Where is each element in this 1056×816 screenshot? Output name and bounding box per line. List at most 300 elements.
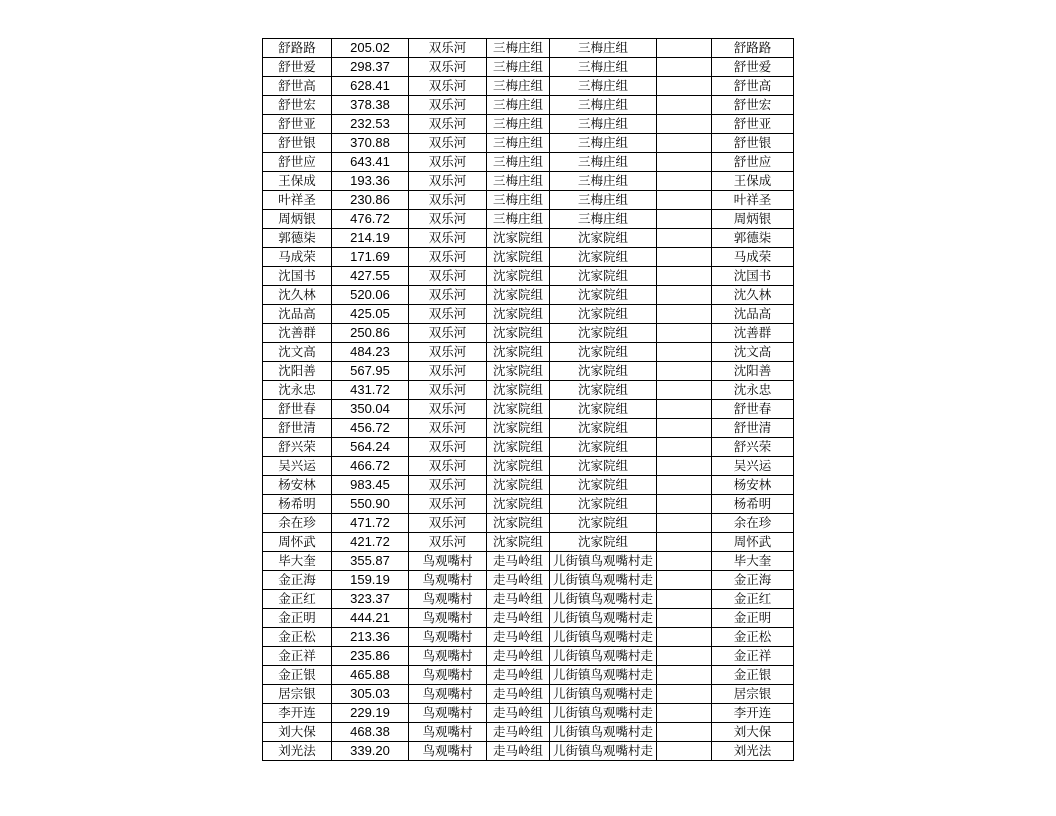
- name-repeat-cell: 余在珍: [712, 514, 794, 533]
- group-cell: 沈家院组: [487, 533, 550, 552]
- name-cell: 王保成: [263, 172, 332, 191]
- name-repeat-cell: 刘光法: [712, 742, 794, 761]
- name-repeat-cell: 沈善群: [712, 324, 794, 343]
- blank-cell: [657, 134, 712, 153]
- address-cell: 三梅庄组: [550, 191, 657, 210]
- address-cell: 儿街镇鸟观嘴村走: [550, 571, 657, 590]
- address-cell: 儿街镇鸟观嘴村走: [550, 647, 657, 666]
- address-cell: 沈家院组: [550, 381, 657, 400]
- amount-cell: 444.21: [332, 609, 409, 628]
- village-cell: 双乐河: [409, 457, 487, 476]
- name-cell: 沈永忠: [263, 381, 332, 400]
- name-repeat-cell: 金正明: [712, 609, 794, 628]
- name-cell: 沈文高: [263, 343, 332, 362]
- table-row: [263, 39, 794, 58]
- village-cell: 双乐河: [409, 39, 487, 58]
- address-cell: 沈家院组: [550, 400, 657, 419]
- blank-cell: [657, 704, 712, 723]
- address-cell: 儿街镇鸟观嘴村走: [550, 552, 657, 571]
- village-cell: 双乐河: [409, 533, 487, 552]
- name-repeat-cell: 舒兴荣: [712, 438, 794, 457]
- name-cell: 吴兴运: [263, 457, 332, 476]
- amount-cell: 235.86: [332, 647, 409, 666]
- name-cell: 刘光法: [263, 742, 332, 761]
- name-repeat-cell: 周炳银: [712, 210, 794, 229]
- group-cell: 走马岭组: [487, 647, 550, 666]
- address-cell: 儿街镇鸟观嘴村走: [550, 685, 657, 704]
- name-repeat-cell: 杨安林: [712, 476, 794, 495]
- address-cell: 儿街镇鸟观嘴村走: [550, 742, 657, 761]
- name-cell: 沈国书: [263, 267, 332, 286]
- name-repeat-cell: 舒世宏: [712, 96, 794, 115]
- blank-cell: [657, 267, 712, 286]
- village-cell: 鸟观嘴村: [409, 723, 487, 742]
- blank-cell: [657, 571, 712, 590]
- address-cell: 三梅庄组: [550, 172, 657, 191]
- group-cell: 沈家院组: [487, 362, 550, 381]
- blank-cell: [657, 552, 712, 571]
- name-repeat-cell: 吴兴运: [712, 457, 794, 476]
- amount-cell: 339.20: [332, 742, 409, 761]
- address-cell: 儿街镇鸟观嘴村走: [550, 628, 657, 647]
- village-cell: 鸟观嘴村: [409, 666, 487, 685]
- address-cell: 三梅庄组: [550, 153, 657, 172]
- group-cell: 走马岭组: [487, 704, 550, 723]
- amount-cell: 431.72: [332, 381, 409, 400]
- blank-cell: [657, 210, 712, 229]
- name-repeat-cell: 叶祥圣: [712, 191, 794, 210]
- group-cell: 走马岭组: [487, 685, 550, 704]
- group-cell: 走马岭组: [487, 609, 550, 628]
- group-cell: 走马岭组: [487, 571, 550, 590]
- table-row: [263, 457, 794, 476]
- blank-cell: [657, 457, 712, 476]
- name-repeat-cell: 刘大保: [712, 723, 794, 742]
- village-cell: 鸟观嘴村: [409, 704, 487, 723]
- blank-cell: [657, 77, 712, 96]
- village-cell: 双乐河: [409, 324, 487, 343]
- name-repeat-cell: 周怀武: [712, 533, 794, 552]
- name-repeat-cell: 金正松: [712, 628, 794, 647]
- table-row: [263, 77, 794, 96]
- village-cell: 鸟观嘴村: [409, 742, 487, 761]
- table-row: [263, 533, 794, 552]
- name-cell: 马成荣: [263, 248, 332, 267]
- table-row: [263, 172, 794, 191]
- table-row: [263, 704, 794, 723]
- name-repeat-cell: 舒世高: [712, 77, 794, 96]
- name-repeat-cell: 沈永忠: [712, 381, 794, 400]
- village-cell: 鸟观嘴村: [409, 609, 487, 628]
- address-cell: 儿街镇鸟观嘴村走: [550, 723, 657, 742]
- name-repeat-cell: 居宗银: [712, 685, 794, 704]
- village-cell: 双乐河: [409, 362, 487, 381]
- table-row: [263, 552, 794, 571]
- address-cell: 沈家院组: [550, 533, 657, 552]
- name-cell: 金正银: [263, 666, 332, 685]
- address-cell: 沈家院组: [550, 457, 657, 476]
- amount-cell: 370.88: [332, 134, 409, 153]
- table-row: [263, 723, 794, 742]
- village-cell: 双乐河: [409, 134, 487, 153]
- table-row: [263, 685, 794, 704]
- table-row: [263, 438, 794, 457]
- blank-cell: [657, 343, 712, 362]
- group-cell: 三梅庄组: [487, 153, 550, 172]
- name-repeat-cell: 舒世爱: [712, 58, 794, 77]
- group-cell: 沈家院组: [487, 248, 550, 267]
- blank-cell: [657, 115, 712, 134]
- amount-cell: 466.72: [332, 457, 409, 476]
- name-repeat-cell: 金正祥: [712, 647, 794, 666]
- blank-cell: [657, 609, 712, 628]
- amount-cell: 456.72: [332, 419, 409, 438]
- village-cell: 双乐河: [409, 77, 487, 96]
- table-row: [263, 628, 794, 647]
- table-row: [263, 476, 794, 495]
- village-cell: 鸟观嘴村: [409, 685, 487, 704]
- group-cell: 三梅庄组: [487, 210, 550, 229]
- blank-cell: [657, 286, 712, 305]
- address-cell: 儿街镇鸟观嘴村走: [550, 590, 657, 609]
- name-repeat-cell: 沈久林: [712, 286, 794, 305]
- table-row: [263, 514, 794, 533]
- amount-cell: 214.19: [332, 229, 409, 248]
- amount-cell: 323.37: [332, 590, 409, 609]
- address-cell: 儿街镇鸟观嘴村走: [550, 609, 657, 628]
- name-repeat-cell: 舒世清: [712, 419, 794, 438]
- name-cell: 郭德柒: [263, 229, 332, 248]
- group-cell: 三梅庄组: [487, 39, 550, 58]
- group-cell: 走马岭组: [487, 590, 550, 609]
- table-row: [263, 267, 794, 286]
- address-cell: 三梅庄组: [550, 77, 657, 96]
- address-cell: 沈家院组: [550, 419, 657, 438]
- group-cell: 沈家院组: [487, 457, 550, 476]
- amount-cell: 421.72: [332, 533, 409, 552]
- blank-cell: [657, 666, 712, 685]
- amount-cell: 232.53: [332, 115, 409, 134]
- table-row: [263, 248, 794, 267]
- blank-cell: [657, 324, 712, 343]
- name-repeat-cell: 沈品高: [712, 305, 794, 324]
- name-cell: 金正红: [263, 590, 332, 609]
- table-row: [263, 286, 794, 305]
- name-cell: 舒世银: [263, 134, 332, 153]
- address-cell: 三梅庄组: [550, 58, 657, 77]
- amount-cell: 305.03: [332, 685, 409, 704]
- name-cell: 刘大保: [263, 723, 332, 742]
- name-cell: 沈阳善: [263, 362, 332, 381]
- name-repeat-cell: 李开连: [712, 704, 794, 723]
- table-row: [263, 96, 794, 115]
- blank-cell: [657, 153, 712, 172]
- blank-cell: [657, 533, 712, 552]
- data-table: [262, 38, 794, 761]
- name-repeat-cell: 金正海: [712, 571, 794, 590]
- blank-cell: [657, 514, 712, 533]
- group-cell: 沈家院组: [487, 381, 550, 400]
- amount-cell: 465.88: [332, 666, 409, 685]
- name-cell: 叶祥圣: [263, 191, 332, 210]
- amount-cell: 205.02: [332, 39, 409, 58]
- name-cell: 居宗银: [263, 685, 332, 704]
- amount-cell: 484.23: [332, 343, 409, 362]
- blank-cell: [657, 495, 712, 514]
- group-cell: 三梅庄组: [487, 58, 550, 77]
- blank-cell: [657, 400, 712, 419]
- amount-cell: 476.72: [332, 210, 409, 229]
- village-cell: 鸟观嘴村: [409, 571, 487, 590]
- blank-cell: [657, 438, 712, 457]
- name-cell: 舒路路: [263, 39, 332, 58]
- address-cell: 沈家院组: [550, 495, 657, 514]
- group-cell: 沈家院组: [487, 400, 550, 419]
- name-repeat-cell: 舒世银: [712, 134, 794, 153]
- village-cell: 双乐河: [409, 381, 487, 400]
- group-cell: 三梅庄组: [487, 115, 550, 134]
- name-repeat-cell: 金正银: [712, 666, 794, 685]
- village-cell: 双乐河: [409, 248, 487, 267]
- blank-cell: [657, 58, 712, 77]
- group-cell: 沈家院组: [487, 495, 550, 514]
- name-cell: 舒世高: [263, 77, 332, 96]
- group-cell: 沈家院组: [487, 514, 550, 533]
- name-cell: 沈久林: [263, 286, 332, 305]
- address-cell: 沈家院组: [550, 286, 657, 305]
- group-cell: 走马岭组: [487, 723, 550, 742]
- name-cell: 李开连: [263, 704, 332, 723]
- group-cell: 沈家院组: [487, 229, 550, 248]
- table-row: [263, 590, 794, 609]
- table-row: [263, 362, 794, 381]
- name-repeat-cell: 沈阳善: [712, 362, 794, 381]
- amount-cell: 550.90: [332, 495, 409, 514]
- name-cell: 杨安林: [263, 476, 332, 495]
- blank-cell: [657, 96, 712, 115]
- address-cell: 沈家院组: [550, 229, 657, 248]
- address-cell: 三梅庄组: [550, 210, 657, 229]
- table-row: [263, 609, 794, 628]
- name-repeat-cell: 杨希明: [712, 495, 794, 514]
- name-repeat-cell: 马成荣: [712, 248, 794, 267]
- group-cell: 三梅庄组: [487, 191, 550, 210]
- name-repeat-cell: 郭德柒: [712, 229, 794, 248]
- address-cell: 沈家院组: [550, 324, 657, 343]
- address-cell: 儿街镇鸟观嘴村走: [550, 666, 657, 685]
- village-cell: 双乐河: [409, 58, 487, 77]
- amount-cell: 229.19: [332, 704, 409, 723]
- village-cell: 双乐河: [409, 438, 487, 457]
- name-repeat-cell: 舒世春: [712, 400, 794, 419]
- village-cell: 双乐河: [409, 229, 487, 248]
- village-cell: 双乐河: [409, 514, 487, 533]
- group-cell: 三梅庄组: [487, 172, 550, 191]
- blank-cell: [657, 628, 712, 647]
- name-repeat-cell: 沈国书: [712, 267, 794, 286]
- group-cell: 走马岭组: [487, 742, 550, 761]
- address-cell: 沈家院组: [550, 248, 657, 267]
- table-row: [263, 191, 794, 210]
- name-repeat-cell: 沈文高: [712, 343, 794, 362]
- amount-cell: 250.86: [332, 324, 409, 343]
- table-row: [263, 419, 794, 438]
- name-cell: 舒世亚: [263, 115, 332, 134]
- group-cell: 走马岭组: [487, 628, 550, 647]
- group-cell: 沈家院组: [487, 286, 550, 305]
- amount-cell: 159.19: [332, 571, 409, 590]
- address-cell: 沈家院组: [550, 343, 657, 362]
- blank-cell: [657, 723, 712, 742]
- blank-cell: [657, 647, 712, 666]
- amount-cell: 427.55: [332, 267, 409, 286]
- table-body: [263, 39, 794, 761]
- address-cell: 沈家院组: [550, 267, 657, 286]
- blank-cell: [657, 229, 712, 248]
- address-cell: 三梅庄组: [550, 134, 657, 153]
- table-row: [263, 742, 794, 761]
- group-cell: 沈家院组: [487, 324, 550, 343]
- name-cell: 杨希明: [263, 495, 332, 514]
- name-cell: 周炳银: [263, 210, 332, 229]
- amount-cell: 983.45: [332, 476, 409, 495]
- group-cell: 沈家院组: [487, 343, 550, 362]
- name-cell: 余在珍: [263, 514, 332, 533]
- name-cell: 舒世春: [263, 400, 332, 419]
- blank-cell: [657, 476, 712, 495]
- blank-cell: [657, 419, 712, 438]
- address-cell: 沈家院组: [550, 438, 657, 457]
- name-cell: 舒世应: [263, 153, 332, 172]
- village-cell: 双乐河: [409, 210, 487, 229]
- amount-cell: 564.24: [332, 438, 409, 457]
- name-cell: 舒兴荣: [263, 438, 332, 457]
- blank-cell: [657, 248, 712, 267]
- village-cell: 鸟观嘴村: [409, 590, 487, 609]
- amount-cell: 171.69: [332, 248, 409, 267]
- village-cell: 双乐河: [409, 115, 487, 134]
- name-cell: 周怀武: [263, 533, 332, 552]
- amount-cell: 468.38: [332, 723, 409, 742]
- blank-cell: [657, 172, 712, 191]
- amount-cell: 213.36: [332, 628, 409, 647]
- address-cell: 儿街镇鸟观嘴村走: [550, 704, 657, 723]
- village-cell: 双乐河: [409, 419, 487, 438]
- amount-cell: 193.36: [332, 172, 409, 191]
- name-repeat-cell: 舒世亚: [712, 115, 794, 134]
- village-cell: 鸟观嘴村: [409, 647, 487, 666]
- name-cell: 金正祥: [263, 647, 332, 666]
- name-repeat-cell: 王保成: [712, 172, 794, 191]
- village-cell: 双乐河: [409, 400, 487, 419]
- group-cell: 走马岭组: [487, 666, 550, 685]
- group-cell: 沈家院组: [487, 476, 550, 495]
- village-cell: 双乐河: [409, 153, 487, 172]
- blank-cell: [657, 305, 712, 324]
- village-cell: 双乐河: [409, 267, 487, 286]
- amount-cell: 425.05: [332, 305, 409, 324]
- address-cell: 沈家院组: [550, 362, 657, 381]
- table-row: [263, 153, 794, 172]
- name-repeat-cell: 舒世应: [712, 153, 794, 172]
- blank-cell: [657, 191, 712, 210]
- amount-cell: 298.37: [332, 58, 409, 77]
- group-cell: 沈家院组: [487, 438, 550, 457]
- name-cell: 金正海: [263, 571, 332, 590]
- name-cell: 沈品高: [263, 305, 332, 324]
- name-cell: 金正松: [263, 628, 332, 647]
- table-row: [263, 305, 794, 324]
- table-row: [263, 571, 794, 590]
- group-cell: 沈家院组: [487, 305, 550, 324]
- address-cell: 三梅庄组: [550, 115, 657, 134]
- name-cell: 毕大奎: [263, 552, 332, 571]
- table-row: [263, 647, 794, 666]
- village-cell: 鸟观嘴村: [409, 628, 487, 647]
- village-cell: 双乐河: [409, 286, 487, 305]
- amount-cell: 520.06: [332, 286, 409, 305]
- name-cell: 舒世爱: [263, 58, 332, 77]
- amount-cell: 355.87: [332, 552, 409, 571]
- blank-cell: [657, 685, 712, 704]
- group-cell: 走马岭组: [487, 552, 550, 571]
- blank-cell: [657, 590, 712, 609]
- address-cell: 沈家院组: [550, 514, 657, 533]
- village-cell: 双乐河: [409, 96, 487, 115]
- name-cell: 舒世宏: [263, 96, 332, 115]
- name-repeat-cell: 舒路路: [712, 39, 794, 58]
- table-row: [263, 115, 794, 134]
- table-row: [263, 343, 794, 362]
- blank-cell: [657, 381, 712, 400]
- table-row: [263, 400, 794, 419]
- table-row: [263, 134, 794, 153]
- village-cell: 双乐河: [409, 476, 487, 495]
- village-cell: 鸟观嘴村: [409, 552, 487, 571]
- amount-cell: 471.72: [332, 514, 409, 533]
- amount-cell: 567.95: [332, 362, 409, 381]
- group-cell: 三梅庄组: [487, 134, 550, 153]
- amount-cell: 628.41: [332, 77, 409, 96]
- table-row: [263, 324, 794, 343]
- group-cell: 三梅庄组: [487, 96, 550, 115]
- group-cell: 沈家院组: [487, 419, 550, 438]
- address-cell: 三梅庄组: [550, 39, 657, 58]
- table-row: [263, 210, 794, 229]
- address-cell: 三梅庄组: [550, 96, 657, 115]
- village-cell: 双乐河: [409, 495, 487, 514]
- village-cell: 双乐河: [409, 343, 487, 362]
- village-cell: 双乐河: [409, 191, 487, 210]
- address-cell: 沈家院组: [550, 305, 657, 324]
- table-row: [263, 495, 794, 514]
- amount-cell: 230.86: [332, 191, 409, 210]
- table-row: [263, 58, 794, 77]
- address-cell: 沈家院组: [550, 476, 657, 495]
- group-cell: 三梅庄组: [487, 77, 550, 96]
- table-row: [263, 666, 794, 685]
- blank-cell: [657, 39, 712, 58]
- village-cell: 双乐河: [409, 172, 487, 191]
- amount-cell: 350.04: [332, 400, 409, 419]
- name-cell: 沈善群: [263, 324, 332, 343]
- amount-cell: 378.38: [332, 96, 409, 115]
- name-cell: 舒世清: [263, 419, 332, 438]
- blank-cell: [657, 742, 712, 761]
- group-cell: 沈家院组: [487, 267, 550, 286]
- name-repeat-cell: 毕大奎: [712, 552, 794, 571]
- village-cell: 双乐河: [409, 305, 487, 324]
